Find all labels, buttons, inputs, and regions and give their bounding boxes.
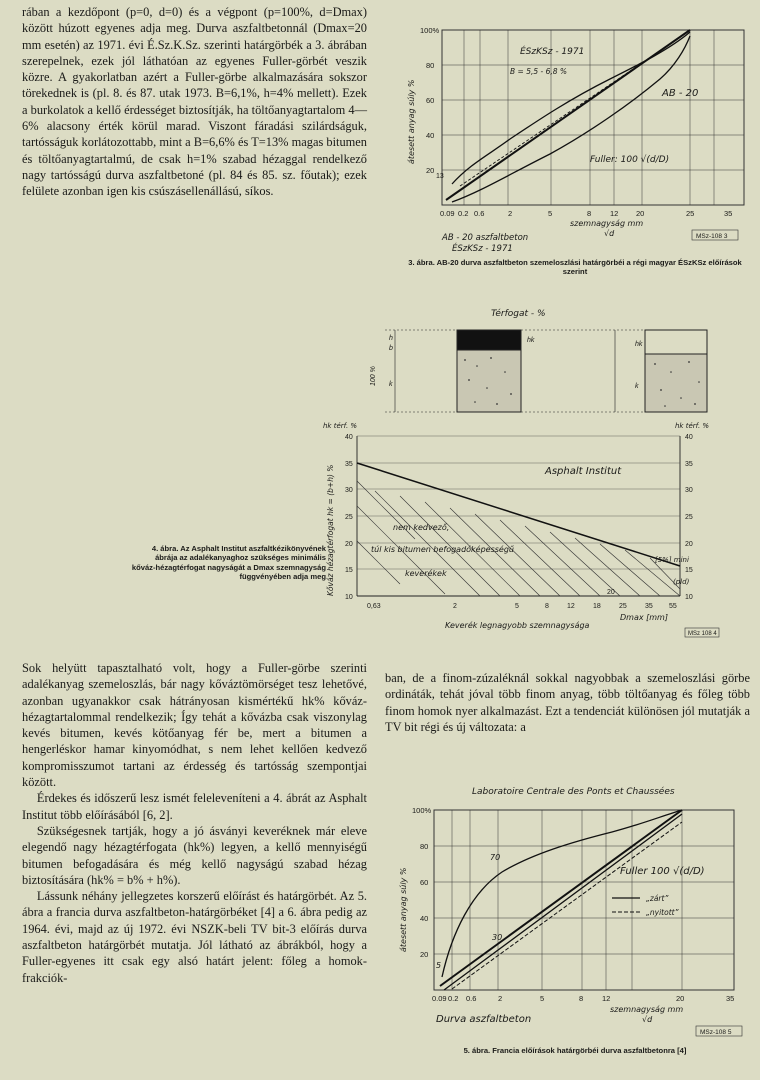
paragraph: Sok helyütt tapasztalható volt, hogy a Fuller-görbe szerinti adalékanyag szemeloszlás, bár nagy kőváztömörséget tesz lehetővé, azonban ugyanakkor csak hátrányosan kismértékű hk% kőváz-hézagtartalommal rendelkezik; Így tehát a kővázba csak viszonylag kevés bitumen, kevés kötőanyag fér be, mert a bitumen a hengerléskor hamar kinyomódhat, s nem lehet kellően kedvező kompromisszumot tartani az érdesség és tartósság szempontjai között. bbox=[22, 661, 367, 790]
fig4-label-tul: túl kis bitumen befogadóképességű bbox=[371, 545, 514, 554]
fig3-xtick: 0.6 bbox=[474, 209, 485, 218]
fig4-label-min: [5%] mini bbox=[655, 556, 689, 564]
fig4-xtick: 12 bbox=[567, 603, 575, 610]
fig4-ytick-left: 40 bbox=[345, 434, 353, 441]
fig3-xlabel2: √d bbox=[604, 229, 615, 238]
fig5-title: Laboratoire Centrale des Ponts et Chaussées bbox=[472, 787, 675, 797]
fig3-xtick: 0.2 bbox=[458, 209, 469, 218]
fig3-xtick: 5 bbox=[548, 209, 553, 218]
fig4-ytick-right: 20 bbox=[685, 541, 693, 548]
fig4-label-institut: Asphalt Institut bbox=[545, 466, 622, 477]
fig4-ytick-right: 40 bbox=[685, 434, 693, 441]
fig4-label-hk-right: hk térf. % bbox=[675, 422, 710, 430]
fig5-ytick: 60 bbox=[420, 878, 429, 887]
figure-5-caption: 5. ábra. Francia előírások határgörbéi durva aszfaltbetonra [4] bbox=[463, 1046, 687, 1055]
fig5-xtick: 2 bbox=[498, 994, 503, 1003]
fig3-xtick: 0.09 bbox=[440, 209, 455, 218]
fig4-label-kev: keverékek bbox=[405, 569, 447, 578]
fig3-bottom-label-2: ÉSzKSz - 1971 bbox=[452, 244, 513, 254]
fig5-xtick: 0.2 bbox=[448, 994, 459, 1003]
fig5-legend-nyitott: „nyitott” bbox=[646, 908, 679, 917]
figure-5-chart bbox=[392, 782, 752, 1052]
fig4-label-b: b bbox=[389, 345, 393, 352]
paragraph: Szükségesnek tartják, hogy a jó ásványi keveréknek már eleve elegendő nagy hézagtérfogata (hk%) legyen, a kellő mennyiségű bitumen befogadására és még kellő nagyságú szabad hézag biztosítására (hk% = b% + h%). bbox=[22, 823, 367, 887]
fig4-ytick-right: 15 bbox=[685, 567, 693, 574]
fig4-ytick-right: 25 bbox=[685, 514, 693, 521]
fig4-ytick-left: 20 bbox=[345, 541, 353, 548]
fig4-label-h: h bbox=[389, 335, 393, 342]
fig5-legend-zart: „zárt” bbox=[646, 894, 669, 903]
fig5-label-5: 5 bbox=[436, 961, 442, 970]
fig5-xtick: 0.6 bbox=[466, 994, 477, 1003]
fig4-xtick: 55 bbox=[669, 603, 677, 610]
fig4-xtick: 2 bbox=[453, 603, 457, 610]
fig4-ytick-right: 10 bbox=[685, 594, 693, 601]
fig5-ytick: 40 bbox=[420, 914, 429, 923]
fig4-code: MSz 108 4 bbox=[688, 631, 717, 637]
fig3-label-ab: AB - 20 bbox=[662, 88, 699, 99]
fig5-label-70: 70 bbox=[490, 853, 501, 862]
fig3-ytick: 60 bbox=[426, 96, 435, 105]
fig4-containers bbox=[457, 330, 707, 412]
paragraph: rában a kezdőpont (p=0, d=0) és a végpont (p=100%, d=Dmax) között húzott egyenes adja meg. Durva aszfaltbetonnál (Dmax=20 mm esetén) az 1971. évi É.Sz.K.Sz. szerinti határgörbék a 3. ábrában szerepelnek, ezek jól láthatóan az egyenes Fuller-görbét veszik közre. A gyakorlatban azért a Fuller-görbe alkalmazására sokszor törekednek is (pl. 8. és 87. utak 1973. B=6,1%, h=4% mellett). Ezek a burkolatok a kellő érdességet biztosítják, ha töltőanyagtartalom 4—6% alacsony érték körül marad. Viszont fáradási szilárdságuk, tartósságuk korlátozottabb, mint a B=6,6% és T=13% magas bitumen és töltőanyagtartalmú, de csak h=1% szabad hézaggal rendelkező nagy tartósságú durva aszfaltbetoné (pl. 84 és 85. sz. főutak); ezek felülete azonban igen kis csúszásellenállású, síkos. bbox=[22, 5, 367, 199]
fig3-code: MSz-108 3 bbox=[696, 233, 728, 240]
fig3-ytick: 100% bbox=[420, 26, 440, 35]
fig4-xtick: 35 bbox=[645, 603, 653, 610]
fig4-label-k: k bbox=[389, 381, 393, 388]
fig4-ytick-left: 30 bbox=[345, 487, 353, 494]
fig5-xtick: 12 bbox=[602, 994, 611, 1003]
figure-3-chart bbox=[390, 4, 750, 274]
fig3-ytick: 20 bbox=[426, 166, 435, 175]
fig5-code: MSz-108 5 bbox=[700, 1029, 732, 1036]
fig5-xtick: 35 bbox=[726, 994, 735, 1003]
fig4-label-hk: hk bbox=[527, 337, 535, 344]
paragraph: Lássunk néhány jellegzetes korszerű előírást és határgörbét. Az 5. ábra a francia durva aszfaltbeton-határgörbéket [4] a 6. ábra pedig az 1964. évi, majd az új 1972. évi NSZK-beli TV bit-3 előírás durva aszfaltbeton határgörbét mutatja. Jól látható az ábrákból, hogy a Fuller-egyenes itt csak egy alsó határt jelent: főleg a homok-frakciók- bbox=[22, 889, 367, 985]
fig5-xtick: 8 bbox=[579, 994, 584, 1003]
fig4-caption-line: függvényében adja meg bbox=[239, 572, 326, 582]
fig3-xtick: 20 bbox=[636, 209, 645, 218]
fig3-xlabel: szemnagyság mm bbox=[570, 219, 644, 228]
fig4-ytick-right: 35 bbox=[685, 461, 693, 468]
text-top-left bbox=[22, 4, 367, 200]
fig4-label-20: 20 bbox=[607, 589, 615, 596]
fig4-label-k2: k bbox=[635, 383, 639, 390]
fig3-ytick: 80 bbox=[426, 61, 435, 70]
fig3-label-b: B = 5,5 - 6,8 % bbox=[510, 67, 568, 76]
fig3-ylabel: átesett anyag súly % bbox=[407, 79, 416, 164]
fig4-ytick-left: 15 bbox=[345, 567, 353, 574]
fig3-label-eszksz: ÉSzKSz - 1971 bbox=[520, 47, 585, 57]
figure-4-chart bbox=[323, 306, 720, 637]
fig5-label-fuller: Fuller 100 √(d/D) bbox=[620, 866, 705, 877]
fig4-top-title: Térfogat - % bbox=[491, 309, 546, 319]
fig5-xlabel2: √d bbox=[642, 1015, 653, 1024]
fig3-xtick: 8 bbox=[587, 209, 592, 218]
fig5-xtick: 20 bbox=[676, 994, 685, 1003]
fig4-label-pld: (pld) bbox=[673, 578, 690, 586]
fig4-xtick: 25 bbox=[619, 603, 627, 610]
fig4-xtick: 0,63 bbox=[367, 603, 381, 610]
fig3-xtick: 2 bbox=[508, 209, 513, 218]
fig5-xlabel: szemnagyság mm bbox=[610, 1005, 684, 1014]
figure-3-caption: 3. ábra. AB-20 durva aszfaltbeton szemeloszlási határgörbéi a régi magyar ÉSzKSz előírások szerint bbox=[408, 258, 742, 277]
fig5-ylabel: átesett anyag súly % bbox=[399, 867, 408, 952]
fig5-bottom-label: Durva aszfaltbeton bbox=[436, 1014, 532, 1025]
fig4-xlabel2: Dmax [mm] bbox=[620, 613, 668, 622]
fig3-grid bbox=[442, 30, 744, 205]
fig4-xlabel: Keverék legnagyobb szemnagysága bbox=[445, 621, 590, 630]
fig5-xtick: 0.09 bbox=[432, 994, 447, 1003]
fig5-ytick: 100% bbox=[412, 806, 432, 815]
fig3-label-13: 13 bbox=[436, 173, 444, 180]
fig4-caption-line: 4. ábra. Az Asphalt Institut aszfaltkézikönyvének bbox=[151, 544, 326, 553]
paragraph: ban, de a finom-zúzaléknál sokkal nagyobbak a szemeloszlási görbe ordináták, tehát jóval több finom anyag, több töltőanyag és főleg több finom homok nyer alkalmazást. Ezt a tendenciát különösen jól mutatják a TV bit régi és új változata: a bbox=[385, 671, 750, 734]
paragraph: Érdekes és időszerű lesz ismét feleleveníteni a 4. ábrát az Asphalt Institut több előírásából [6, 2]. bbox=[22, 791, 367, 822]
fig4-label-nem: nem kedvező, bbox=[393, 523, 450, 532]
fig3-label-fuller: Fuller: 100 √(d/D) bbox=[590, 155, 670, 165]
fig4-xtick: 18 bbox=[593, 603, 601, 610]
fig4-caption-line: kőváz-hézagtérfogat nagyságát a Dmax szemnagyság bbox=[131, 562, 326, 572]
fig4-ytick-left: 10 bbox=[345, 594, 353, 601]
fig3-xtick: 35 bbox=[724, 209, 733, 218]
text-right bbox=[385, 670, 750, 735]
fig4-ylabel: Kőváz hézagtérfogat hk = (b+h) % bbox=[326, 464, 335, 596]
fig4-xtick: 8 bbox=[545, 603, 549, 610]
fig4-xtick: 5 bbox=[515, 603, 519, 610]
fig3-xtick: 12 bbox=[610, 209, 619, 218]
figure-4-caption bbox=[22, 544, 326, 582]
fig5-ytick: 80 bbox=[420, 842, 429, 851]
fig5-label-30: 30 bbox=[492, 933, 503, 942]
text-bottom-left bbox=[22, 660, 367, 986]
fig4-label-100: 100 % bbox=[370, 366, 377, 386]
fig4-caption-line: ábrája az adalékanyaghoz szükséges minimális bbox=[155, 553, 326, 563]
fig4-hatch bbox=[357, 481, 680, 596]
fig5-xtick: 5 bbox=[540, 994, 545, 1003]
fig3-ytick: 40 bbox=[426, 131, 435, 140]
fig3-bottom-label-1: AB - 20 aszfaltbeton bbox=[442, 233, 529, 243]
fig3-series-lower bbox=[452, 36, 690, 202]
fig4-ytick-left: 25 bbox=[345, 514, 353, 521]
fig4-label-hk2: hk bbox=[635, 341, 643, 348]
fig5-ytick: 20 bbox=[420, 950, 429, 959]
fig5-series-nyitott bbox=[452, 822, 682, 989]
fig4-label-hk-left: hk térf. % bbox=[323, 422, 358, 430]
fig4-ytick-left: 35 bbox=[345, 461, 353, 468]
fig4-ytick-right: 30 bbox=[685, 487, 693, 494]
fig3-xtick: 25 bbox=[686, 209, 695, 218]
